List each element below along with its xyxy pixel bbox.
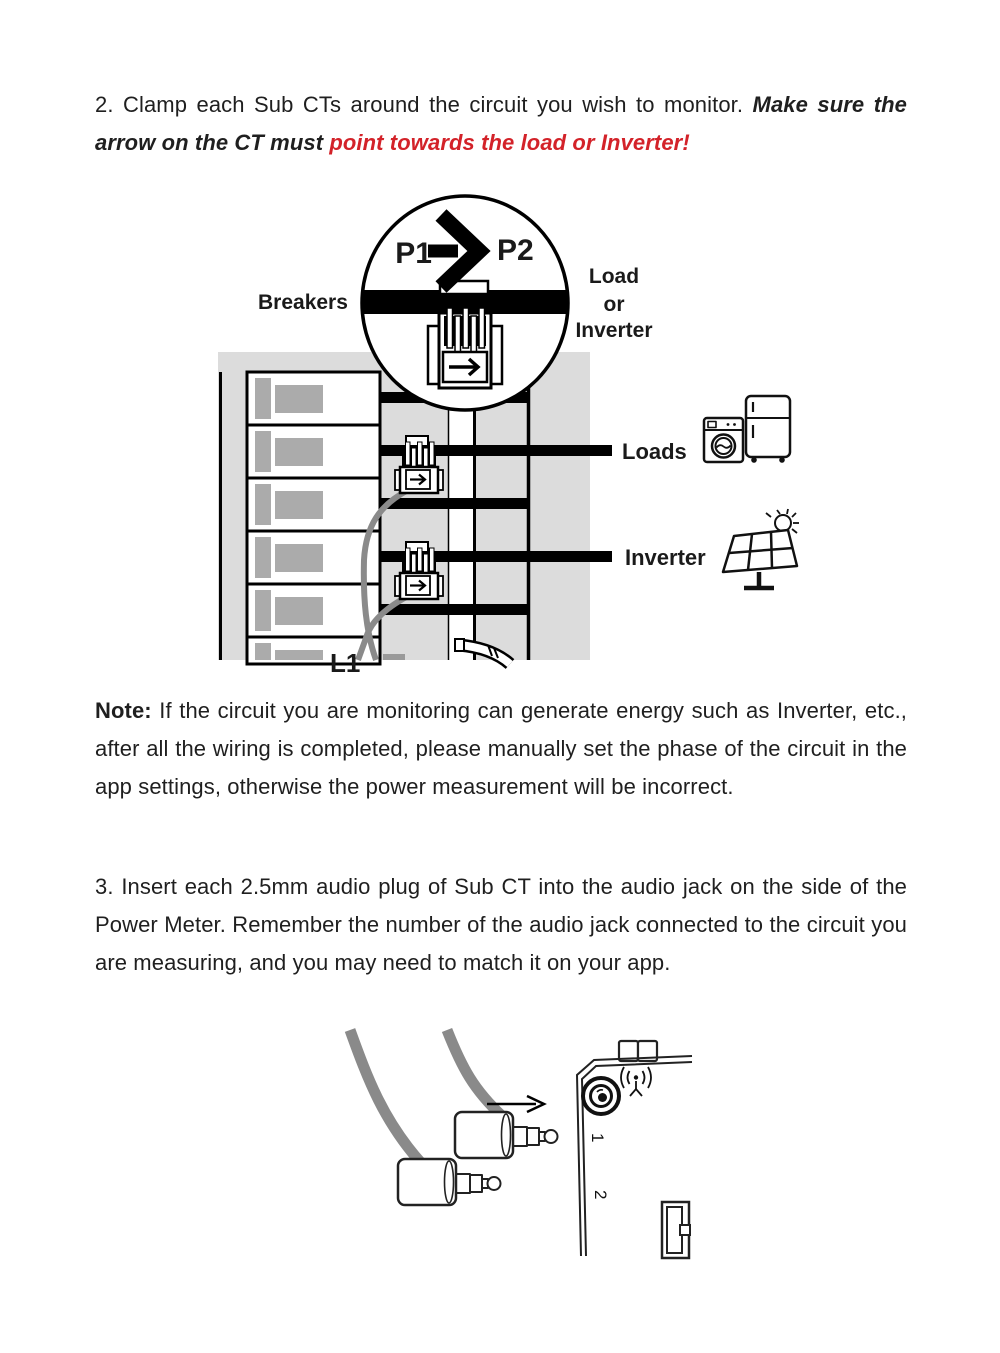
step3-paragraph	[95, 868, 907, 982]
step2-paragraph	[95, 86, 907, 162]
breaker-column	[247, 372, 380, 664]
audio-plug-diagram	[330, 1030, 700, 1260]
phase-label-partial: L1	[330, 648, 361, 678]
p2-label: P2	[497, 234, 534, 267]
svg-text:Inverter: Inverter	[575, 319, 653, 342]
jack2-label: 2	[591, 1190, 610, 1200]
p1-label: P1	[395, 237, 432, 270]
wireless-icon	[621, 1067, 651, 1096]
audio-plug-icon	[455, 1112, 558, 1158]
port-connector-icon	[662, 1202, 690, 1258]
step3-body-text: 3. Insert each 2.5mm audio plug of Sub CT into the audio jack on the side of the Power Meter. Remember the number of the audio jack connected to the circuit you are measuring, and you may need to match it on your app.	[95, 874, 907, 975]
note-paragraph	[95, 692, 907, 806]
antenna-connector-icon	[583, 1078, 619, 1114]
step2-lead-text: 2. Clamp each Sub CTs around the circuit you wish to monitor.	[95, 92, 753, 117]
load-or-inverter-label	[575, 265, 652, 342]
step2-emphasis-text: Make sure the arrow on the CT must	[95, 92, 908, 155]
ct-panel-diagram	[180, 195, 820, 678]
breakers-label: Breakers	[258, 291, 348, 314]
svg-text:Load: Load	[588, 265, 640, 288]
svg-text:or: or	[603, 293, 625, 316]
power-meter-corner	[577, 1041, 692, 1258]
solar-panel-icon	[723, 509, 799, 588]
audio-plug-icon	[398, 1159, 501, 1205]
magnifier-circle	[362, 196, 568, 410]
note-body-text: If the circuit you are monitoring can generate energy such as Inverter, etc., after all the wiring is completed, please manually set the phase of the circuit in the app settings, otherwise the power measurement will be incorrect.	[95, 698, 907, 799]
step2-warning-text: point towards the load or Inverter!	[329, 130, 690, 155]
loads-label: Loads	[622, 439, 687, 464]
note-label: Note:	[95, 698, 152, 723]
jack1-label: 1	[588, 1133, 607, 1143]
washing-machine-icon	[704, 418, 743, 462]
fridge-icon	[746, 396, 790, 463]
inverter-label: Inverter	[625, 545, 706, 570]
